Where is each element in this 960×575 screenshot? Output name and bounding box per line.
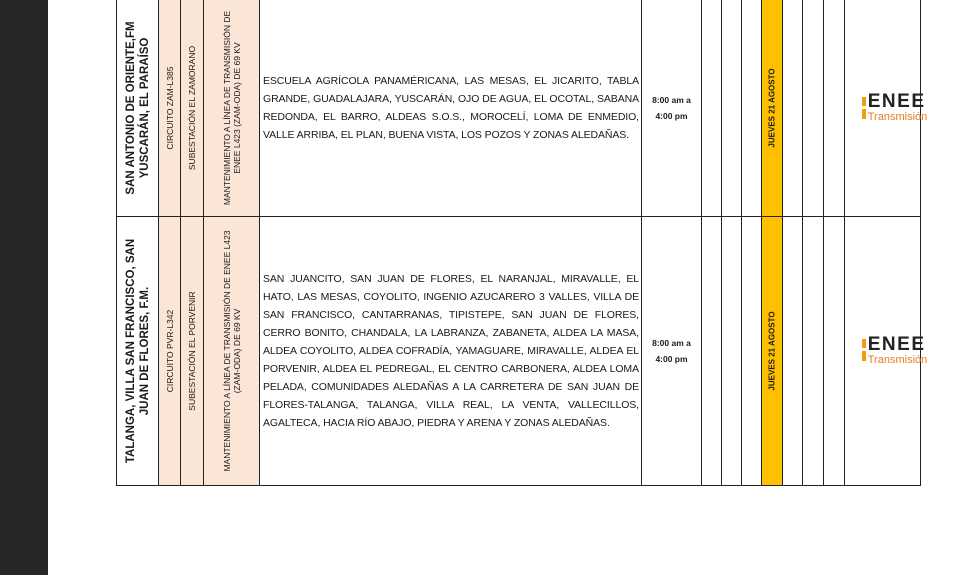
logo-cell <box>845 0 928 216</box>
day-cell <box>762 0 783 216</box>
table-row <box>117 0 921 216</box>
municipality-cell <box>117 216 159 485</box>
empty-day-cell <box>783 216 803 485</box>
enee-logo-mark-icon <box>862 97 866 119</box>
empty-day-cell <box>803 216 824 485</box>
work-label: MANTENIMIENTO A LÍNEA DE TRANSMISIÓN DE ENEE L423 (ZAM-ODA) DE 69 KV <box>221 229 242 472</box>
empty-day-cell <box>702 216 722 485</box>
work-cell <box>204 216 260 485</box>
empty-day-cell <box>803 0 824 216</box>
empty-day-cell <box>722 0 742 216</box>
empty-day-cell <box>742 0 762 216</box>
municipality-label: TALANGA, VILLA SAN FRANCISCO, SAN JUAN DE FLORES, F.M. <box>124 238 151 463</box>
empty-day-cell <box>722 216 742 485</box>
enee-logo <box>862 335 928 366</box>
empty-day-cell <box>824 0 845 216</box>
work-cell <box>204 0 260 216</box>
work-label: MANTENIMIENTO A LÍNEA DE TRANSMISIÓN DE ENEE L423 (ZAM-ODA) DE 69 KV <box>221 10 242 205</box>
municipality-label: SAN ANTONIO DE ORIENTE,FM YUSCARÁN, EL PARAÍSO <box>124 21 151 195</box>
time-start: 8:00 am a <box>652 337 691 348</box>
time-end: 4:00 pm <box>655 353 688 364</box>
time-cell <box>642 216 702 485</box>
substation-label: SUBESTACIÓN EL ZAMORANO <box>187 45 197 170</box>
enee-logo <box>862 92 928 123</box>
time-cell <box>642 0 702 216</box>
logo-subtitle: Transmisión <box>867 111 928 123</box>
logo-brand: ENEE <box>867 333 926 355</box>
enee-logo-mark-icon <box>862 339 866 361</box>
table-row <box>117 216 921 485</box>
time-end: 4:00 pm <box>655 110 688 121</box>
day-label: JUEVES 21 AGOSTO <box>767 68 777 148</box>
affected-areas-cell: ESCUELA AGRÍCOLA PANAMÉRICANA, LAS MESAS, EL JICARITO, TABLA GRANDE, GUADALAJARA, YUSCARÁN, OJO DE AGUA, EL OCOTAL, SABANA REDONDA, EL BARRO, ALDEAS S.O.S., MOROCELÍ, LOMA DE ENMEDIO, VALLE ARRIBA, EL PLAN, BUENA VISTA, LOS POZOS Y ZONAS ALEDAÑAS. <box>260 0 642 216</box>
substation-label: SUBESTACIÓN EL PORVENIR <box>187 290 197 411</box>
outage-schedule-table <box>116 0 928 486</box>
circuit-cell <box>159 0 181 216</box>
time-start: 8:00 am a <box>652 94 691 105</box>
logo-cell <box>845 216 928 485</box>
affected-areas-cell: SAN JUANCITO, SAN JUAN DE FLORES, EL NARANJAL, MIRAVALLE, EL HATO, LAS MESAS, COYOLITO, INGENIO AZUCARERO 3 VALLES, VILLA DE SAN FRANCISCO, CANTARRANAS, TIPISTEPE, SAN JUAN DE FLORES, CERRO BONITO, CHANDALA, LA LABRANZA, ZABANETA, ALDEA LA MASA, ALDEA COYOLITO, ALDEA COFRADÍA, YAMAGUARE, MIRAVALLE, ALDEA EL PORVENIR, ALDEA EL PEDREGAL, EL CENTRO CARBONERA, ALDEA LOMA PELADA, COMUNIDADES ALEDAÑAS A LA CARRETERA DE SAN JUAN DE FLORES-TALANGA, TALANGA, VILLA REAL, LA VENTA, VALLECILLOS, AGALTECA, HACIA RÍO ABAJO, PIEDRA Y ARENA Y ZONAS ALEDAÑAS. <box>260 216 642 485</box>
logo-subtitle: Transmisión <box>867 353 928 366</box>
circuit-label: CIRCUITO ZAM-L385 <box>164 66 175 150</box>
empty-day-cell <box>783 0 803 216</box>
circuit-cell <box>159 216 181 485</box>
empty-day-cell <box>702 0 722 216</box>
circuit-label: CIRCUITO PVR-L342 <box>164 309 175 392</box>
substation-cell <box>181 0 204 216</box>
left-dark-panel <box>0 0 48 575</box>
day-label: JUEVES 21 AGOSTO <box>767 310 777 391</box>
day-cell <box>762 216 783 485</box>
municipality-cell <box>117 0 159 216</box>
empty-day-cell <box>824 216 845 485</box>
empty-day-cell <box>742 216 762 485</box>
substation-cell <box>181 216 204 485</box>
logo-brand: ENEE <box>867 91 926 112</box>
